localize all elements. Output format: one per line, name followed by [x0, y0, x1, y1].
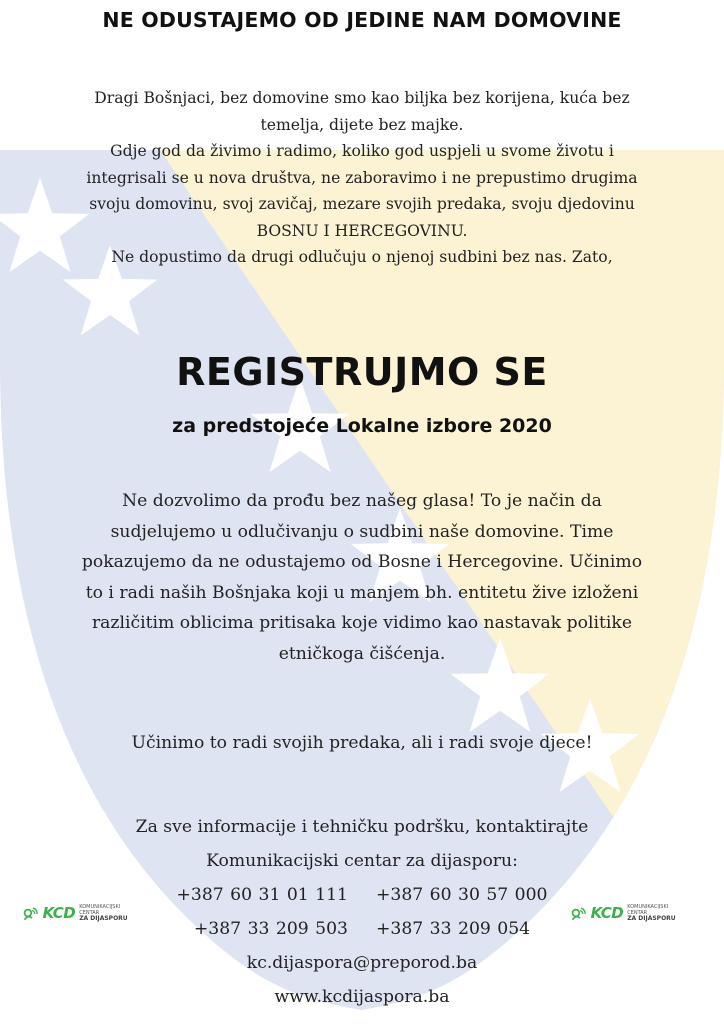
- logo-mark: KCD: [42, 904, 76, 922]
- contact-center-name: Komunikacijski centar za dijasporu:: [206, 851, 518, 871]
- body-line: sudjelujemo u odlučivanju o sudbini naše domovine. Time: [110, 521, 614, 542]
- logo-tagline-bottom: ZA DIJASPORU: [79, 915, 128, 922]
- intro-line: BOSNU I HERCEGOVINU.: [256, 221, 468, 240]
- headline: REGISTRUJMO SE: [176, 350, 548, 394]
- kcd-logo-right: [570, 898, 680, 928]
- body-line: različitim oblicima pritisaka koje vidimo kao nastavak politike: [91, 613, 633, 633]
- logo-tagline: [79, 904, 132, 922]
- intro-line: temelja, dijete bez majke.: [260, 115, 464, 134]
- logo-tagline-bottom: ZA DIJASPORU: [627, 915, 676, 922]
- kcd-logo-left: [22, 898, 132, 928]
- body-line: etničkoga čišćenja.: [278, 643, 446, 664]
- intro-paragraph: [18, 85, 706, 271]
- intro-line: Ne dopustimo da drugi odlučuju o njenoj sudbini bez nas. Zato,: [111, 248, 613, 266]
- phone-number[interactable]: +387 60 30 57 000: [376, 885, 548, 905]
- intro-line: integrisali se u nova društva, ne zaboravimo i ne prepustimo drugima: [86, 168, 638, 187]
- body-paragraph: [10, 486, 714, 669]
- logo-mark: KCD: [590, 904, 624, 922]
- phone-number[interactable]: +387 60 31 01 111: [176, 885, 348, 905]
- logo-tagline-top: KOMUNIKACIJSKI CENTAR: [79, 904, 121, 916]
- logo-tagline-top: KOMUNIKACIJSKI CENTAR: [627, 904, 669, 916]
- logo-tagline: [627, 904, 680, 922]
- wifi-person-icon: [22, 903, 41, 923]
- intro-line: Gdje god da živimo i radimo, koliko god uspjeli u svome životu i: [110, 142, 614, 160]
- wifi-person-icon: [570, 903, 589, 923]
- intro-line: Dragi Bošnjaci, bez domovine smo kao biljka bez korijena, kuća bez: [94, 89, 630, 107]
- body-line: to i radi naših Bošnjaka koji u manjem bh. entitetu žive izloženi: [85, 582, 639, 603]
- intro-line: svoju domovinu, svoj zavičaj, mezare svojih predaka, svoju djedovinu: [89, 195, 635, 213]
- body-line: Ne dozvolimo da prođu bez našeg glasa! To je način da: [122, 491, 602, 511]
- website-link[interactable]: www.kcdijaspora.ba: [274, 987, 450, 1007]
- subheadline: za predstojeće Lokalne izbore 2020: [172, 415, 552, 437]
- phone-number[interactable]: +387 33 209 054: [376, 919, 531, 939]
- page-title: NE ODUSTAJEMO OD JEDINE NAM DOMOVINE: [102, 8, 622, 32]
- body-line: pokazujemo da ne odustajemo od Bosne i Hercegovine. Učinimo: [81, 552, 643, 572]
- email-link[interactable]: kc.dijaspora@preporod.ba: [246, 953, 478, 973]
- closing-statement: Učinimo to radi svojih predaka, ali i radi svoje djece!: [131, 733, 593, 753]
- contact-intro: Za sve informacije i tehničku podršku, kontaktirajte: [135, 817, 589, 837]
- phone-number[interactable]: +387 33 209 503: [193, 919, 348, 939]
